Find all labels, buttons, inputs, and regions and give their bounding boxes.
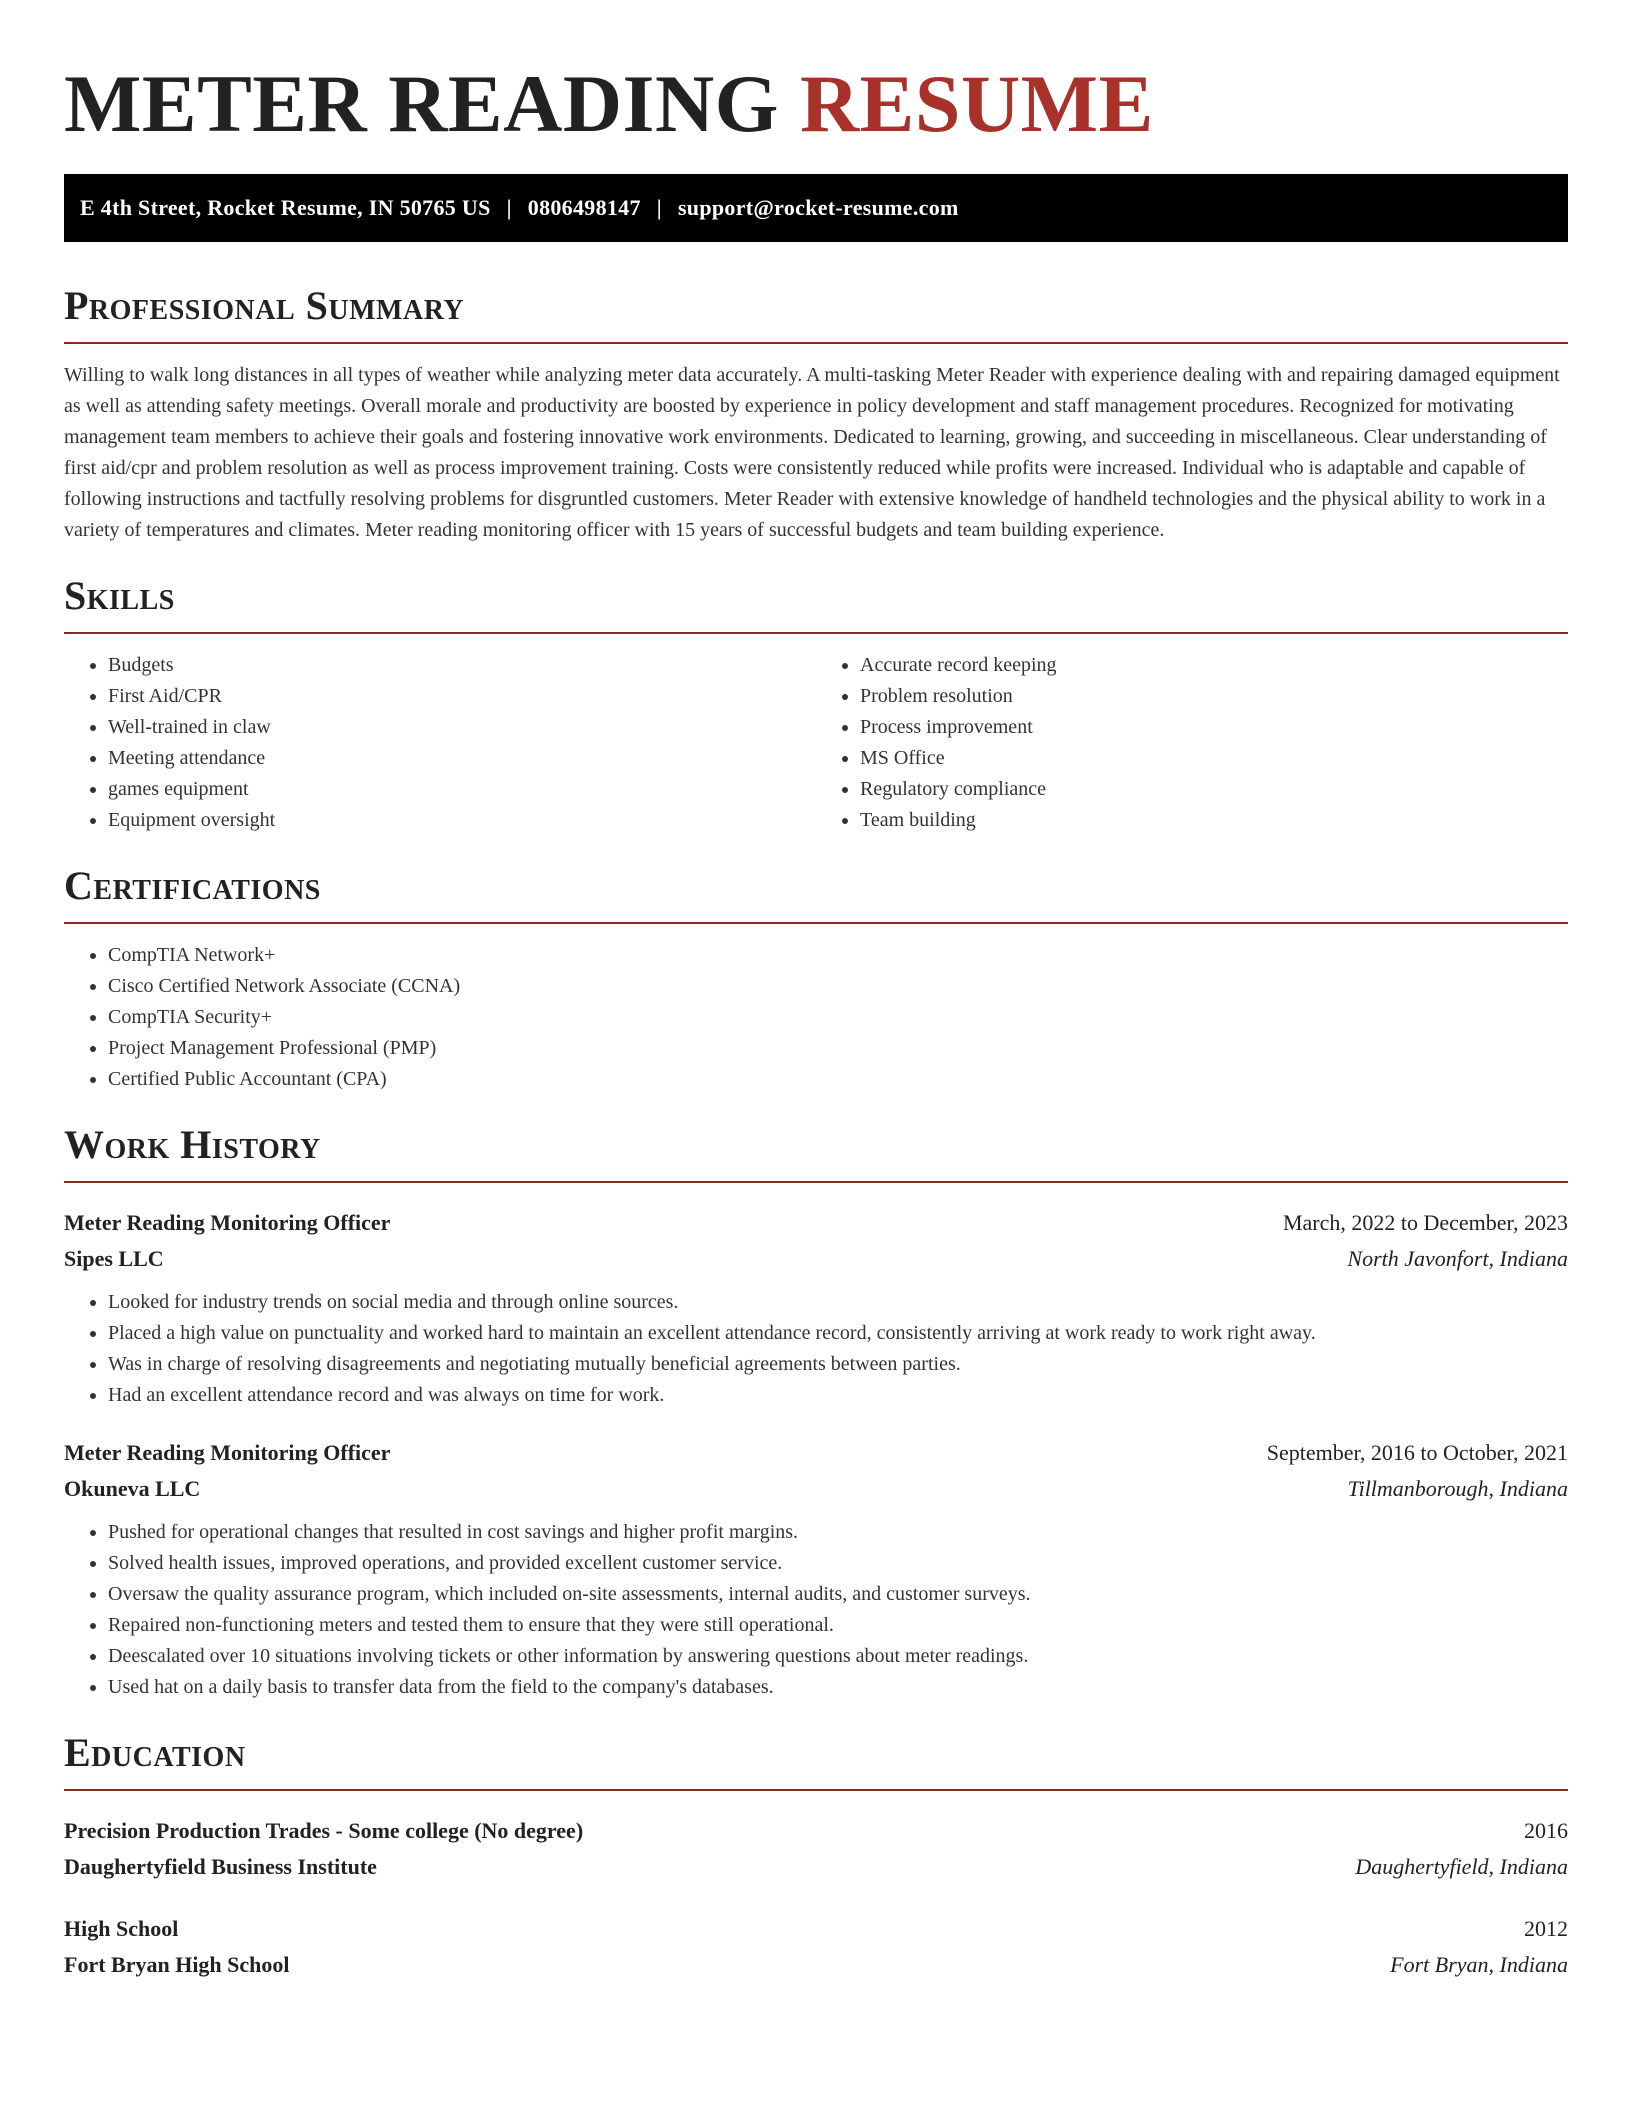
skills-list-right [816,650,1568,836]
job-location: North Javonfort, Indiana [1347,1246,1568,1271]
certification-item: • Project Management Professional (PMP) [108,1033,1568,1064]
job-dates: March, 2022 to December, 2023 [1282,1210,1568,1235]
section-divider [64,632,1568,634]
certification-item: • CompTIA Security+ [108,1002,1568,1033]
job-title: Meter Reading Monitoring Officer [64,1440,391,1465]
certifications-section [64,862,1568,1095]
job-entry [64,1205,1568,1411]
education-location: Daughertyfield, Indiana [1355,1854,1568,1879]
job-duty-item: • Solved health issues, improved operations, and provided excellent customer service. [108,1548,1568,1579]
professional-summary-section [64,282,1568,546]
education-school: Daughertyfield Business Institute [64,1854,377,1879]
section-heading: Work History [64,1122,321,1167]
job-duty-item: • Deescalated over 10 situations involving tickets or other information by answering questions about meter readings. [108,1641,1568,1672]
title-main: METER READING [64,58,779,149]
section-divider [64,922,1568,924]
job-duties-list [64,1287,1568,1411]
skill-item: • Problem resolution [860,681,1568,712]
job-duty-item: • Oversaw the quality assurance program, which included on-site assessments, internal audits, and customer surveys. [108,1579,1568,1610]
job-company: Sipes LLC [64,1246,164,1271]
section-divider [64,1789,1568,1791]
resume-title [64,0,1568,150]
skills-columns [64,650,1568,836]
education-year: 2016 [1524,1818,1568,1843]
job-duty-item: • Looked for industry trends on social media and through online sources. [108,1287,1568,1318]
job-duty-item: • Had an excellent attendance record and was always on time for work. [108,1380,1568,1411]
skill-item: • Well-trained in claw [108,712,816,743]
section-divider [64,342,1568,344]
job-location: Tillmanborough, Indiana [1347,1476,1568,1501]
title-accent: RESUME [799,58,1154,149]
education-degree: High School [64,1916,179,1941]
certification-item: • CompTIA Network+ [108,940,1568,971]
job-header-row [64,1435,1568,1471]
job-duty-item: • Used hat on a daily basis to transfer data from the field to the company's databases. [108,1672,1568,1703]
education-year: 2012 [1524,1916,1568,1941]
job-dates: September, 2016 to October, 2021 [1266,1440,1568,1465]
section-heading: Skills [64,573,175,618]
education-school-row [64,1849,1568,1885]
education-header-row [64,1813,1568,1849]
skills-section [64,572,1568,836]
section-heading: Certifications [64,863,321,908]
work-history-section [64,1121,1568,1703]
education-entry [64,1813,1568,1885]
summary-text: Willing to walk long distances in all types of weather while analyzing meter data accurately. A multi-tasking Meter Reader with experience dealing with and repairing damaged equipment as well as attending safety meetings. Overall morale and productivity are boosted by experience in policy development and staff management procedures. Recognized for motivating management team members to achieve their goals and fostering innovative work environments. Dedicated to learning, growing, and succeeding in miscellaneous. Clear understanding of first aid/cpr and problem resolution as well as process improvement training. Costs were consistently reduced while profits were increased. Individual who is adaptable and capable of following instructions and tactfully resolving problems for disgruntled customers. Meter Reader with extensive knowledge of handheld technologies and the physical ability to work in a variety of temperatures and climates. Meter reading monitoring officer with 15 years of successful budgets and team building experience. [64,364,1560,541]
section-heading: Professional Summary [64,283,465,328]
skill-item: • Meeting attendance [108,743,816,774]
job-duty-item: • Repaired non-functioning meters and tested them to ensure that they were still operational. [108,1610,1568,1641]
skill-item: • Regulatory compliance [860,774,1568,805]
job-duty-item: • Was in charge of resolving disagreements and negotiating mutually beneficial agreements between parties. [108,1349,1568,1380]
certifications-list [64,940,1568,1095]
skill-item: • Budgets [108,650,816,681]
contact-address: E 4th Street, Rocket Resume, IN 50765 US [80,195,491,220]
job-entry [64,1435,1568,1703]
contact-separator: | [656,195,662,220]
education-school: Fort Bryan High School [64,1952,290,1977]
skill-item: • Equipment oversight [108,805,816,836]
job-duty-item: • Pushed for operational changes that resulted in cost savings and higher profit margins. [108,1517,1568,1548]
education-entry [64,1911,1568,1983]
contact-phone: 0806498147 [527,195,641,220]
job-header-row [64,1205,1568,1241]
job-company-row [64,1471,1568,1507]
section-heading: Education [64,1730,246,1775]
education-header-row [64,1911,1568,1947]
job-duty-item: • Placed a high value on punctuality and worked hard to maintain an excellent attendance record, consistently arriving at work ready to work right away. [108,1318,1568,1349]
skills-list-left [64,650,816,836]
skill-item: • MS Office [860,743,1568,774]
contact-email: support@rocket-resume.com [677,195,959,220]
skill-item: • Team building [860,805,1568,836]
section-divider [64,1181,1568,1183]
contact-bar [64,174,1568,242]
skill-item: • First Aid/CPR [108,681,816,712]
job-duties-list [64,1517,1568,1703]
certification-item: • Cisco Certified Network Associate (CCNA) [108,971,1568,1002]
skill-item: • Accurate record keeping [860,650,1568,681]
skill-item: • games equipment [108,774,816,805]
education-location: Fort Bryan, Indiana [1390,1952,1568,1977]
job-company: Okuneva LLC [64,1476,201,1501]
contact-separator: | [506,195,512,220]
education-degree: Precision Production Trades - Some college (No degree) [64,1818,584,1843]
education-section [64,1729,1568,1983]
job-company-row [64,1241,1568,1277]
education-school-row [64,1947,1568,1983]
certification-item: • Certified Public Accountant (CPA) [108,1064,1568,1095]
skill-item: • Process improvement [860,712,1568,743]
job-title: Meter Reading Monitoring Officer [64,1210,391,1235]
